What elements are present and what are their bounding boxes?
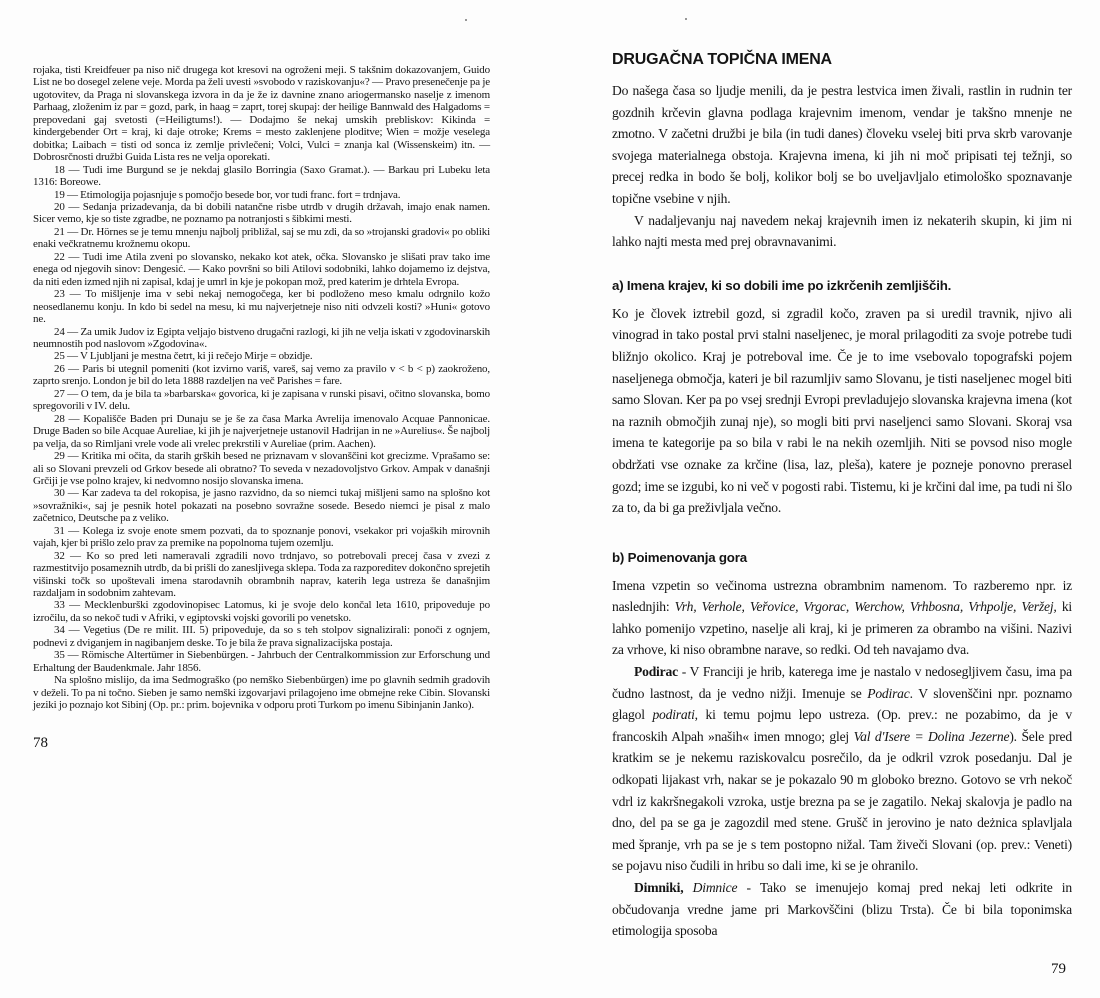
bold-term: Podirac xyxy=(634,664,678,680)
scan-speck xyxy=(685,18,687,20)
text-run: ). Šele pred kratkim se je nekemu raziskovalcu posrečilo, da je odkril vzrok posedanju. Dal je odkopati lijakast vrh, nakar se je pokazalo 90 m globoko brezno. Gotovo se vrh nekoč vdrl iz kakršnegakoli vzroka, ustje brezna pa se je zagatilo. Nekaj skalovja je padlo na dno, del pa se ga je zagozdil med stene. Grušč in jerovino je nato deżnica splavljala med špranje, vrh pa se je s tem postopno nižal. Tam živeči Slovani (op. prev.: Veneti) se pojavu niso čudili in hribu so dali ime, ki se je ohranilo. xyxy=(612,728,1072,874)
section-b-title: b) Poimenovanja gora xyxy=(612,549,747,565)
page-number-left: 78 xyxy=(33,734,48,751)
body-paragraph xyxy=(612,80,1072,210)
footnote-paragraph: 35 — Römische Altertümer in Siebenbürgen. - Jahrbuch der Centralkommission zur Erforschung und Erhaltung der Baudenkmale. Jahr 1856. xyxy=(33,649,490,674)
text-run xyxy=(683,880,692,895)
section-a-title: a) Imena krajev, ki so dobili ime po izkrčenih zemljiščih. xyxy=(612,277,952,293)
text-run: Imena vzpetin so večinoma ustrezna obrambnim namenom. To razberemo npr. iz naslednjih: xyxy=(612,577,1072,615)
footnote-paragraph: 19 — Etimologija pojasnjuje s pomočjo besede bor, vor tudi franc. fort = trdnjava. xyxy=(54,188,401,201)
section-a-text xyxy=(612,303,1072,519)
scan-speck xyxy=(465,19,467,21)
footnote-paragraph: 33 — Mecklenburški zgodovinopisec Latomus, ki je svoje delo končal leta 1610, pripoveduje po izročilu, da so nekoč tudi v Afriki, v egiptovski vojski govorili po venetsko. xyxy=(33,599,490,624)
left-page xyxy=(0,0,550,850)
text-run: - V Franciji je hrib, katerega ime je nastalo v nedosegljivem času, ima pa čudno lastnost, da je vedno nižji. Imenuje se xyxy=(612,664,1072,701)
body-paragraph xyxy=(612,575,1072,661)
body-paragraph xyxy=(612,877,1072,942)
footnote-paragraph: 25 — V Ljubljani je mestna četrt, ki ji rečejo Mirje = obzidje. xyxy=(54,350,313,363)
footnote-paragraph: 29 — Kritika mi očita, da starih grških besed ne priznavam v slovanščini kot grecizme. Vprašamo se: ali so Slovani prevzeli od Grkov besede ali obratno? To seveda v nezadovoljstvo Grkov. Ampak v današnji Grčiji je vse polno krajev, ki nedvomno nosijo slovanska imena. xyxy=(33,450,490,487)
body-paragraph xyxy=(612,210,1072,253)
footnote-paragraph: 21 — Dr. Hörnes se je temu mnenju najbolj približal, saj se mu zdi, da so »trojanski gradovi« po obliki enaki večkratnemu krožnemu okopu. xyxy=(33,225,490,251)
section-b-text xyxy=(612,575,1072,942)
text-run: . V slovenščini npr. poznamo glagol xyxy=(612,685,1072,723)
italic-term: Val d'Isere = Dolina Jezerne xyxy=(853,728,1010,744)
text-run: Do našega časa so ljudje menili, da je pestra lestvica imen živali, rastlin in rudnin ter gozdnih krčevin glavna podlaga krajevnim imenom, vendar je takšno mnenje ne zmotno. V začetni družbi je bila (in tudi danes) človeku vselej biti prva skrb varovanje svojega materialnega obstoja. Krajevna imena, ki jih ni moč pripisati tej težnji, so precej redka in bodo še bolj, kolikor bolj se bo uveljavljalo etimološko spoznavanje topične vsebine v njih. xyxy=(612,83,1072,206)
italic-term: podirati xyxy=(652,707,695,723)
footnote-paragraph: 18 — Tudi ime Burgund se je nekdaj glasilo Borringia (Saxo Gramat.). — Barkau pri Lubeku leta 1316: Boreowe. xyxy=(33,163,490,189)
main-text xyxy=(612,50,1072,942)
footnote-paragraph: 30 — Kar zadeva ta del rokopisa, je jasno razvidno, da so niemci tukaj mišljeni samo na splošno kot »sovražniki«, saj je pesnik hotel pokazati na posebno sovražne sosede. Besedo niemci je pisal z malo začetnico, Deutsche pa z veliko. xyxy=(33,487,490,525)
text-run: , ki temu pojmu lepo ustreza. (Op. prev.: ne pozabimo, da je v francoskih Alpah »naših« imen mnogo; glej xyxy=(612,707,1072,744)
body-paragraph xyxy=(612,303,1072,519)
text-run: Ko je človek iztrebil gozd, si zgradil kočo, zraven pa si uredil travnik, njivo ali vinograd in tako postal prvi stalni naseljenec, je moral prilagoditi za svoje potrebe tudi bližnjo okolico. Kraj je potreboval ime. Če je to ime vsebovalo topografski pojem naseljenega območja, kateri je bil razumljiv samo Slovanu, je tisti naseljenec mogel biti samo Slovan. Ker pa po vsej srednji Evropi prevladujejo slovanska krajevna imena (kot na raznih območjih zunaj nje), so mogli biti prvi naseljenci samo Slovani. Skoraj vsa imena te kategorije pa so bila v rabi le na nekih ozemljih. Niti se povsod niso mogle obdržati vse oznake za krčine (lisa, laz, pleša), katere je pozneje ponovno prerasel gozd; ime se izgubi, ko ni več v pogosti rabi. Tistemu, ki je krčini dal ime, pa tudi ni šlo za to, da bi ga preživljala večno. xyxy=(612,305,1072,516)
footnote-paragraph: 31 — Kolega iz svoje enote smem pozvati, da to spoznanje ponovi, vsekakor pri vojaških mirovnih vajah, kjer bi prišlo zelo prav za premike na popolnoma tujem ozemlju. xyxy=(33,524,490,550)
footnote-paragraph: 22 — Tudi ime Atila zveni po slovansko, nekako kot atek, očka. Slovansko je slišati prav tako ime enega od njegovih sinov: Dengesić. — Kako površni so bili Atilovi sodobniki, lahko dojamemo iz dejstva, da niti eden izmed njih ni zapisal, kdaj je umrl in kje je pokopan mož, pred katerim je drhtela Evropa. xyxy=(33,250,490,288)
bold-term: Dimniki, xyxy=(634,880,684,895)
footnote-paragraph: 26 — Paris bi utegnil pomeniti (kot izvirno variš, vareš, saj vemo za pravilo v < b < p) zaokroženo, zaprto srenjo. London je bil do leta 1888 razdeljen na več Parishes = fare. xyxy=(33,362,490,388)
right-page xyxy=(550,0,1100,998)
footnote-paragraph: 32 — Ko so pred leti nameravali zgradili novo trdnjavo, so potrebovali precej časa v zvezi z razmestitvijo posameznih utrdb, da bi prišli do zanesljivega sklepa. Toda za razporeditev dokončno sprejetih višinski točk so upoštevali imena starodavnih obrambnih naprav, katerih lega ustreza še današnjim razdaljam in sodobnim zahtevam. xyxy=(33,549,490,600)
footnote-paragraph: Na splošno mislijo, da ima Sedmograško (po nemško Siebenbürgen) ime po glavnih sedmih gradovih v deželi. To pa ni točno. Sieben je samo nemški izgovarjavi prilagojeno ime obmejne reke Cibin. Slovanski jeziki jo poznajo kot Sibinj (Op. pr.: prim. bojevnika v odporu proti Turkom po imenu Sibinjanin Janko). xyxy=(33,674,490,712)
italic-term: Vrh, Verhole, Veřovice, Vrgorac, Werchow, Vrhbosna, Vrhpolje, Veržej, xyxy=(674,599,1057,615)
page-number-right: 79 xyxy=(1051,960,1066,977)
italic-term: Dimnice xyxy=(692,880,738,895)
footnote-paragraph: 28 — Kopališče Baden pri Dunaju se je še za časa Marka Avrelija imenovalo Acquae Pannonicae. Druge Baden so bile Acquae Aureliae, ki jih je najverjetneje ustanovil Hadrijan in ne »Aurelius«. Še najbolj pa velja, da so Rimljani vrele vode ali vrelec prekrstili v Aureliae (prim. Aachen). xyxy=(33,412,490,450)
intro-text xyxy=(612,80,1072,253)
text-run: - Tako se imenujejo komaj pred nekaj leti odkrite in občudovanja vredne jame pri Markovščini (blizu Trsta). Če bi bila toponimska etimologija sposoba xyxy=(612,880,1072,939)
body-paragraph xyxy=(612,661,1072,877)
footnote-paragraph: 20 — Sedanja prizadevanja, da bi dobili natančne risbe utrdb v drugih državah, imajo enak namen. Sicer vemo, kje so tiste zgradbe, ne poznamo pa notranjosti s šibkimi mesti. xyxy=(33,200,490,226)
footnote-paragraph: rojaka, tisti Kreidfeuer pa niso nič drugega kot kresovi na ogroženi meji. S takšnim dokazovanjem, Guido List ne bo dosegel zelene veje. Morda pa želi uvesti »svobodo v raziskovanju«? — Pravo presenečenje pa je ugotovitev, da Praga ni slovanskega izvora in da je že iz davnine znano ariogermansko naselje z imenom Parhaag, zloženim iz par = gozd, park, in haag = zaprt, torej skupaj: der heilige Bannwald des Halgadoms = prepovedani gaj svetosti (=Heiligtums!). — Dodajmo še nekaj umskih prebliskov: Kikinda = kindergebender Ort = kraj, ki daje otroke; Krems = mesto zaklenjene ploditve; Wien = možje veselega dobitka; Laibach = tisti od sonca iz zemlje privlečeni; Volci, Vulci = znanja kal (Wissenskeim) itn. — Dobrosrčnosti družbi Guida Lista res ne velja oporekati. xyxy=(33,64,490,164)
footnote-paragraph: 27 — O tem, da je bila ta »barbarska« govorica, ki je zapisana v runski pisavi, očitno slovanska, bomo spregovorili v IV. delu. xyxy=(33,387,490,413)
footnote-paragraph: 23 — To mišljenje ima v sebi nekaj nemogočega, ker bi podloženo meso kmalu odrgnilo kožo neosedlanemu konju. In kdo bi sedel na mesu, ki mu najverjetneje niso niti odvzeli kosti? »Huni« gotovo ne. xyxy=(33,288,490,326)
italic-term: Podirac xyxy=(867,685,910,701)
footnote-paragraph: 24 — Za umik Judov iz Egipta veljajo bistveno drugačni razlogi, ki jih ne velja iskati v zgodovinarskih neumnostih pod naslovom »Zgodovina«. xyxy=(33,325,490,350)
footnotes-text xyxy=(33,64,490,712)
footnote-paragraph: 34 — Vegetius (De re milit. III. 5) pripoveduje, da so s teh stolpov signalizirali: ponoči z ognjem, podnevi z dviganjem in nagibanjem deske. To je bila že prava signalizacijska postaja. xyxy=(33,624,490,649)
text-run: V nadaljevanju naj navedem nekaj krajevnih imen iz nekaterih skupin, ki jim ni lahko najti mesta med prej obravnavanimi. xyxy=(612,212,1072,250)
chapter-title: DRUGAČNA TOPIČNA IMENA xyxy=(612,51,832,68)
text-run: ki lahko pomenijo vzpetino, naselje ali kraj, ki je primeren za obrambo na višini. Nazivi za vrhove, ki niso obrambne narave, so redki. Od teh navajamo dva. xyxy=(612,599,1072,658)
